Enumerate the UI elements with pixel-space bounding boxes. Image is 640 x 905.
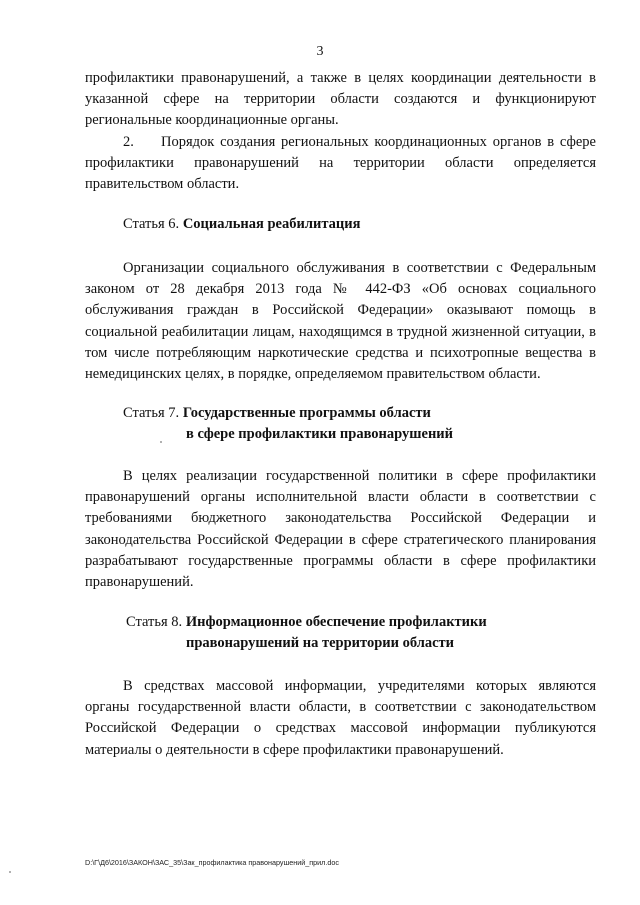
article-8-prefix: Статья 8. — [126, 614, 183, 630]
page-number: 3 — [316, 44, 324, 59]
scan-speck — [9, 871, 11, 873]
article-8-heading-line1 — [126, 612, 487, 633]
article-7-heading-line1 — [123, 403, 431, 424]
continuation-paragraph: профилактики правонарушений, а также в целях координации деятельности в указанной сфере на территории области создаются и функционируют региональные координационные органы. — [85, 70, 596, 129]
article-8-title-line2: правонарушений на территории области — [186, 635, 455, 651]
article-7-text: В целях реализации государственной политики в сфере профилактики правонарушений органы исполнительной власти области в соответствии с требованиями бюджетного законодательства Российской Федерации и законодательства Российской Федерации в сфере стратегического планирования разрабатывают государственные программы области в сфере профилактики правонарушений. — [85, 468, 596, 591]
item-2-number: 2. — [123, 134, 134, 150]
item-2-text: Порядок создания региональных координационных органов в сфере профилактики правонарушений на территории области определяется правительством области. — [85, 134, 596, 193]
footer-file-path: D:\Г\Д6\2016\ЗАКОН\ЗАС_35\Зак_профилактика правонарушений_прил.doc — [85, 858, 339, 867]
article-6-prefix: Статья 6. — [123, 216, 180, 232]
article-8-title-line1: Информационное обеспечение профилактики — [185, 614, 487, 630]
article-8-heading-line2 — [186, 633, 454, 654]
article-6-text: Организации социального обслуживания в соответствии с Федеральным законом от 28 декабря 2013 года № 442-ФЗ «Об основах социального обслуживания граждан в Российской Федерации» оказывают помощь в социальной реабилитации лицам, находящимся в трудной жизненной ситуации, в том числе потребляющим наркотические средства и психотропные вещества в немедицинских целях, в порядке, определяемом правительством области. — [85, 260, 596, 383]
article-8-text: В средствах массовой информации, учредителями которых являются органы государственной власти области, в соответствии с законодательством Российской Федерации о средствах массовой информации публикуются материалы о деятельности в сфере профилактики правонарушений. — [85, 678, 596, 758]
article-6-heading — [123, 214, 360, 235]
scan-speck — [160, 441, 162, 443]
item-2-paragraph — [85, 132, 596, 196]
article-7-prefix: Статья 7. — [123, 405, 180, 421]
article-7-title-line1: Государственные программы области — [182, 405, 431, 421]
article-7-title-line2: в сфере профилактики правонарушений — [186, 426, 454, 442]
article-7-heading-line2 — [186, 424, 453, 445]
article-6-title: Социальная реабилитация — [182, 216, 361, 232]
